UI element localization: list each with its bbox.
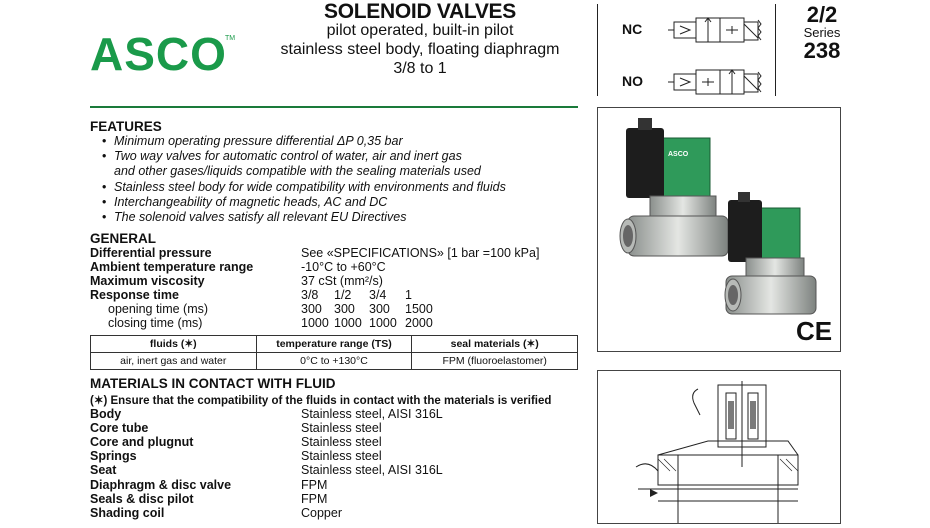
fluid-header-temperature: temperature range (TS) <box>256 336 412 353</box>
materials-note: (✶) Ensure that the compatibility of the fluids in contact with the materials is verified <box>90 395 552 407</box>
no-valve-symbol-icon <box>668 64 768 98</box>
material-label-seals: Seals & disc pilot <box>90 492 194 506</box>
feature-text-2-cont: and other gases/liquids compatible with the sealing materials used <box>114 164 481 179</box>
general-value-viscosity: 37 cSt (mm²/s) <box>301 274 383 288</box>
valve-cross-section-icon <box>598 371 840 523</box>
opening-time-value: 1500 <box>405 302 433 316</box>
material-label-springs: Springs <box>90 449 137 463</box>
title-block <box>260 2 580 78</box>
response-size: 3/4 <box>369 288 387 302</box>
features-heading: FEATURES <box>90 119 162 134</box>
materials-heading: MATERIALS IN CONTACT WITH FLUID <box>90 376 336 391</box>
material-value-core-plugnut: Stainless steel <box>301 435 382 449</box>
general-label-viscosity: Maximum viscosity <box>90 274 205 288</box>
nc-valve-symbol-icon <box>668 12 768 46</box>
fluid-header-fluids: fluids (✶) <box>91 336 257 353</box>
response-size: 1 <box>405 288 412 302</box>
material-value-seals: FPM <box>301 492 328 506</box>
response-time-label: Response time <box>90 288 179 302</box>
opening-time-value: 300 <box>369 302 390 316</box>
subtitle-1: pilot operated, built-in pilot <box>326 22 514 39</box>
closing-time-value: 1000 <box>334 316 362 330</box>
closing-time-value: 1000 <box>301 316 329 330</box>
material-label-core-tube: Core tube <box>90 421 149 435</box>
response-size: 1/2 <box>334 288 352 302</box>
feature-text-5: The solenoid valves satisfy all relevant EU Directives <box>114 210 407 225</box>
feature-item <box>90 210 590 225</box>
table-row <box>91 353 578 370</box>
series-label: Series <box>803 25 841 40</box>
fluid-cell: air, inert gas and water <box>91 353 257 370</box>
material-value-core-tube: Stainless steel <box>301 421 382 435</box>
logo-trademark: TM <box>225 35 236 42</box>
material-label-diaphragm: Diaphragm & disc valve <box>90 478 232 492</box>
header-rule <box>90 106 578 108</box>
subtitle-2: stainless steel body, floating diaphragm <box>280 41 560 58</box>
feature-item <box>90 180 590 195</box>
material-value-seat: Stainless steel, AISI 316L <box>301 463 443 477</box>
material-value-body: Stainless steel, AISI 316L <box>301 407 443 421</box>
fluid-table <box>90 335 578 370</box>
header-divider-left <box>597 4 598 96</box>
opening-time-value: 300 <box>334 302 355 316</box>
opening-time-value: 300 <box>301 302 322 316</box>
seal-cell: FPM (fluoroelastomer) <box>412 353 578 370</box>
material-value-springs: Stainless steel <box>301 449 382 463</box>
feature-text-2: Two way valves for automatic control of water, air and inert gas <box>114 149 462 164</box>
series-number: 238 <box>803 38 841 63</box>
page-title: SOLENOID VALVES <box>324 0 516 23</box>
material-label-shading-coil: Shading coil <box>90 506 165 520</box>
photo-label-text: ASCO <box>668 151 689 158</box>
no-label: NO <box>622 73 643 89</box>
subtitle-3: 3/8 to 1 <box>393 60 447 77</box>
material-label-body: Body <box>90 407 122 421</box>
closing-time-label: closing time (ms) <box>108 316 203 330</box>
general-value-ambient: -10°C to +60°C <box>301 260 386 274</box>
feature-item <box>90 149 590 179</box>
asco-logo <box>88 28 238 78</box>
fluid-table-header <box>91 336 578 353</box>
features-list <box>90 134 590 225</box>
temperature-cell: 0°C to +130°C <box>256 353 412 370</box>
feature-text-1: Minimum operating pressure differential ΔP 0,35 bar <box>114 134 403 148</box>
cross-section-drawing <box>597 370 841 524</box>
feature-item <box>90 195 590 210</box>
fluid-header-seal: seal materials (✶) <box>412 336 578 353</box>
logo-text: ASCO <box>90 28 227 78</box>
closing-time-value: 2000 <box>405 316 433 330</box>
opening-time-label: opening time (ms) <box>108 302 209 316</box>
feature-text-4: Interchangeability of magnetic heads, AC and DC <box>114 194 388 209</box>
product-photo <box>597 107 841 352</box>
feature-item <box>90 134 590 149</box>
material-value-shading-coil: Copper <box>301 506 342 520</box>
ce-mark: CE <box>796 316 833 346</box>
closing-time-value: 1000 <box>369 316 397 330</box>
nc-label: NC <box>622 21 643 37</box>
header-divider-right <box>775 4 776 96</box>
series-block <box>792 4 852 62</box>
general-label-ambient: Ambient temperature range <box>90 260 254 274</box>
series-ways: 2/2 <box>806 2 838 27</box>
general-value-differential: See «SPECIFICATIONS» [1 bar =100 kPa] <box>301 246 540 260</box>
valve-photo-icon <box>598 108 840 351</box>
features-section <box>90 119 590 225</box>
feature-text-3: Stainless steel body for wide compatibility with environments and fluids <box>114 179 506 194</box>
material-value-diaphragm: FPM <box>301 478 328 492</box>
response-size: 3/8 <box>301 288 319 302</box>
general-label-differential: Differential pressure <box>90 246 212 260</box>
material-label-seat: Seat <box>90 463 117 477</box>
material-label-core-plugnut: Core and plugnut <box>90 435 194 449</box>
general-heading: GENERAL <box>90 231 157 246</box>
